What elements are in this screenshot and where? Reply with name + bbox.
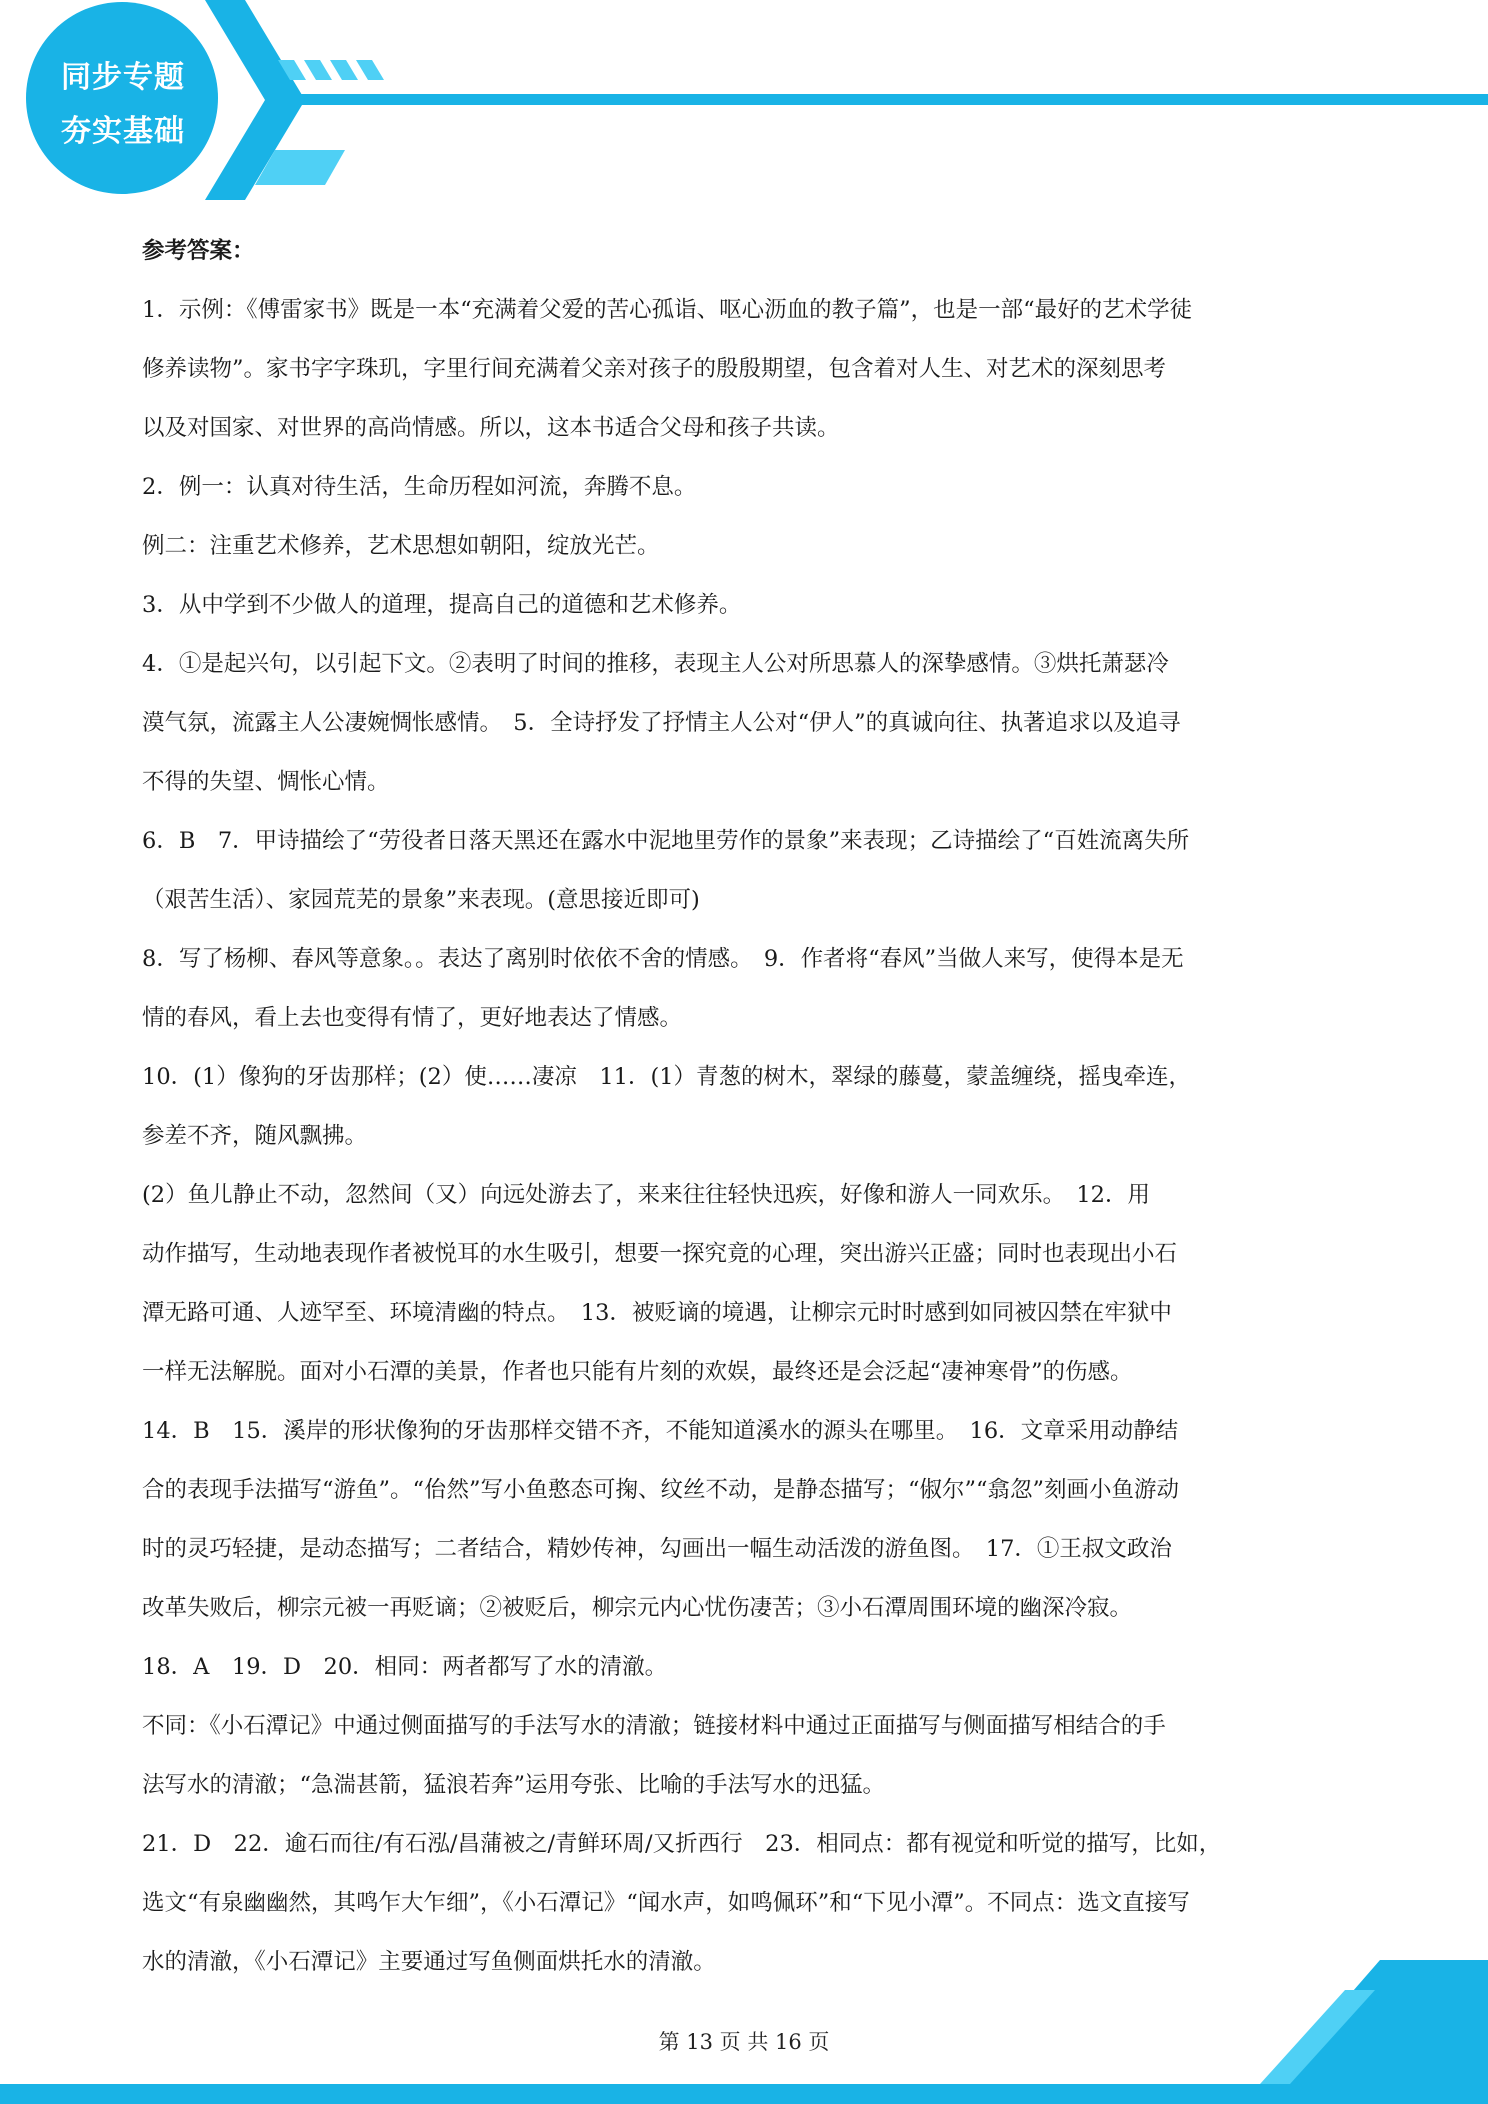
answer-line: 14．B 15．溪岸的形状像狗的牙齿那样交错不齐，不能知道溪水的源头在哪里。 16．文章采用动静结	[142, 1418, 1179, 1444]
footer-bar	[0, 2084, 1488, 2104]
badge-title-line1: 同步专题	[61, 60, 185, 95]
header-bar	[270, 94, 1488, 105]
answer-line: 21．D 22．逾石而往/有石泓/昌蒲被之/青鲜环周/又折西行 23．相同点：都有视觉和听觉的描写，比如，	[142, 1831, 1222, 1857]
stripe-3	[330, 60, 358, 80]
answer-line: 修养读物”。家书字字珠玑，字里行间充满着父亲对孩子的殷殷期望，包含着对人生、对艺术的深刻思考	[142, 356, 1167, 382]
answer-line: 法写水的清澈；“急湍甚箭，猛浪若奔”运用夸张、比喻的手法写水的迅猛。	[142, 1772, 886, 1798]
answer-line: 合的表现手法描写“游鱼”。“佁然”写小鱼憨态可掬、纹丝不动，是静态描写；“俶尔”“翕忽”刻画小鱼游动	[142, 1477, 1180, 1503]
answer-line: 8．写了杨柳、春风等意象。。表达了离别时依依不舍的情感。 9．作者将“春风”当做人来写，使得本是无	[142, 946, 1184, 972]
answer-line: 以及对国家、对世界的高尚情感。所以，这本书适合父母和孩子共读。	[142, 415, 840, 441]
answer-line: 水的清澈，《小石潭记》主要通过写鱼侧面烘托水的清澈。	[142, 1949, 716, 1975]
answer-line: 6．B 7．甲诗描绘了“劳役者日落天黑还在露水中泥地里劳作的景象”来表现；乙诗描绘了“百姓流离失所	[142, 828, 1190, 854]
header-banner	[0, 0, 1488, 200]
answer-line: 1．示例：《傅雷家书》既是一本“充满着父爱的苦心孤诣、呕心沥血的教子篇”，也是一部“最好的艺术学徒	[142, 297, 1193, 323]
answer-line: 时的灵巧轻捷，是动态描写；二者结合，精妙传神，勾画出一幅生动活泼的游鱼图。 17．①王叔文政治	[142, 1536, 1172, 1562]
answer-line: 漠气氛，流露主人公凄婉惆怅感情。 5．全诗抒发了抒情主人公对“伊人”的真诚向往、执著追求以及追寻	[142, 710, 1181, 736]
answer-heading: 参考答案：	[142, 238, 255, 264]
answer-line: 参差不齐，随风飘拂。	[142, 1123, 368, 1149]
stripe-4	[356, 60, 384, 80]
answer-line: 选文“有泉幽幽然，其鸣乍大乍细”，《小石潭记》“闻水声，如鸣佩环”和“下见小潭”。不同点：选文直接写	[142, 1890, 1190, 1916]
stripe-2	[304, 60, 332, 80]
answer-line: 动作描写，生动地表现作者被悦耳的水生吸引，想要一探究竟的心理，突出游兴正盛；同时也表现出小石	[142, 1241, 1178, 1267]
answer-line: (2）鱼儿静止不动，忽然间（又）向远处游去了，来来往往轻快迅疾，好像和游人一同欢乐。 12．用	[142, 1182, 1150, 1208]
answer-line: （艰苦生活）、家园荒芜的景象”来表现。(意思接近即可)	[142, 887, 700, 913]
answer-line: 2．例一：认真对待生活，生命历程如河流，奔腾不息。	[142, 474, 697, 500]
answer-content	[142, 222, 1347, 1992]
answer-line: 4．①是起兴句，以引起下文。②表明了时间的推移，表现主人公对所思慕人的深挚感情。③烘托萧瑟冷	[142, 651, 1169, 677]
answer-line: 例二：注重艺术修养，艺术思想如朝阳，绽放光芒。	[142, 533, 660, 559]
answer-line: 潭无路可通、人迹罕至、环境清幽的特点。 13．被贬谪的境遇，让柳宗元时时感到如同被囚禁在牢狱中	[142, 1300, 1172, 1326]
answer-line: 不同：《小石潭记》中通过侧面描写的手法写水的清澈；链接材料中通过正面描写与侧面描写相结合的手	[142, 1713, 1166, 1739]
answer-line: 10．(1）像狗的牙齿那样；(2）使……凄凉 11．(1）青葱的树木，翠绿的藤蔓，蒙盖缠绕，摇曳牵连，	[142, 1064, 1192, 1090]
answer-line: 3．从中学到不少做人的道理，提高自己的道德和艺术修养。	[142, 592, 742, 618]
answer-line: 18．A 19．D 20．相同：两者都写了水的清澈。	[142, 1654, 668, 1680]
answer-line: 不得的失望、惆怅心情。	[142, 769, 390, 795]
badge-circle	[26, 2, 218, 194]
page-number: 第 13 页 共 16 页	[658, 2030, 830, 2054]
answer-line: 一样无法解脱。面对小石潭的美景，作者也只能有片刻的欢娱，最终还是会泛起“凄神寒骨”的伤感。	[142, 1359, 1133, 1385]
badge-title-line2: 夯实基础	[61, 114, 185, 149]
answer-line: 情的春风，看上去也变得有情了，更好地表达了情感。	[142, 1005, 683, 1031]
answer-line: 改革失败后，柳宗元被一再贬谪；②被贬后，柳宗元内心忧伤凄苦；③小石潭周围环境的幽深冷寂。	[142, 1595, 1133, 1621]
